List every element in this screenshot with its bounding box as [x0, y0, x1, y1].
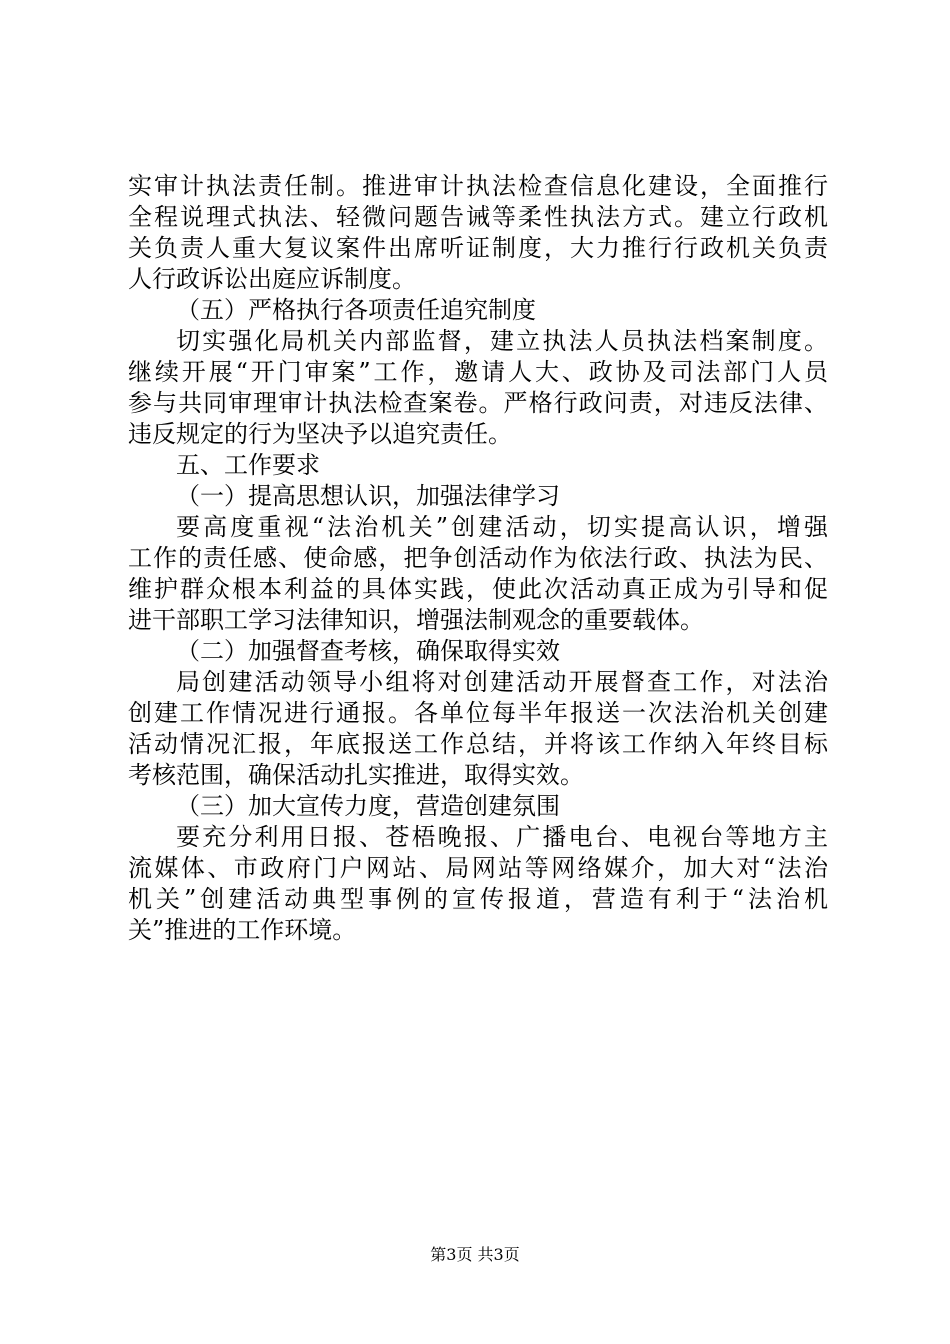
text-line: 实审计执法责任制。推进审计执法检查信息化建设，全面推行	[128, 172, 828, 200]
text-line: 关”推进的工作环境。	[128, 916, 357, 944]
text-line: 维护群众根本利益的具体实践，使此次活动真正成为引导和促	[128, 575, 828, 603]
section-heading: （一）提高思想认识，加强法律学习	[176, 482, 560, 510]
text-line: 要高度重视“法治机关”创建活动，切实提高认识，增强	[176, 513, 828, 541]
text-line: 机关”创建活动典型事例的宣传报道，营造有利于“法治机	[128, 885, 828, 913]
text-line: 关负责人重大复议案件出席听证制度，大力推行行政机关负责	[128, 234, 828, 262]
text-line: 工作的责任感、使命感，把争创活动作为依法行政、执法为民、	[128, 544, 828, 572]
text-line: 考核范围，确保活动扎实推进，取得实效。	[128, 761, 584, 789]
page-footer: 第3页 共3页	[430, 1245, 520, 1264]
section-heading: 五、工作要求	[176, 451, 320, 479]
text-line: 活动情况汇报，年底报送工作总结，并将该工作纳入年终目标	[128, 730, 828, 758]
section-heading: （三）加大宣传力度，营造创建氛围	[176, 792, 560, 820]
text-line: 参与共同审理审计执法检查案卷。严格行政问责，对违反法律、	[128, 389, 828, 417]
text-line: 继续开展“开门审案”工作，邀请人大、政协及司法部门人员	[128, 358, 828, 386]
section-heading: （二）加强督查考核，确保取得实效	[176, 637, 560, 665]
text-line: 切实强化局机关内部监督，建立执法人员执法档案制度。	[176, 327, 828, 355]
text-line: 要充分利用日报、苍梧晚报、广播电台、电视台等地方主	[176, 823, 828, 851]
text-line: 创建工作情况进行通报。各单位每半年报送一次法治机关创建	[128, 699, 828, 727]
section-heading: （五）严格执行各项责任追究制度	[176, 296, 536, 324]
text-line: 全程说理式执法、轻微问题告诫等柔性执法方式。建立行政机	[128, 203, 828, 231]
text-line: 进干部职工学习法律知识，增强法制观念的重要载体。	[128, 606, 704, 634]
document-body	[128, 171, 828, 946]
text-line: 局创建活动领导小组将对创建活动开展督查工作，对法治	[176, 668, 828, 696]
text-line: 流媒体、市政府门户网站、局网站等网络媒介，加大对“法治	[128, 854, 828, 882]
text-line: 人行政诉讼出庭应诉制度。	[128, 265, 416, 293]
text-line: 违反规定的行为坚决予以追究责任。	[128, 420, 512, 448]
